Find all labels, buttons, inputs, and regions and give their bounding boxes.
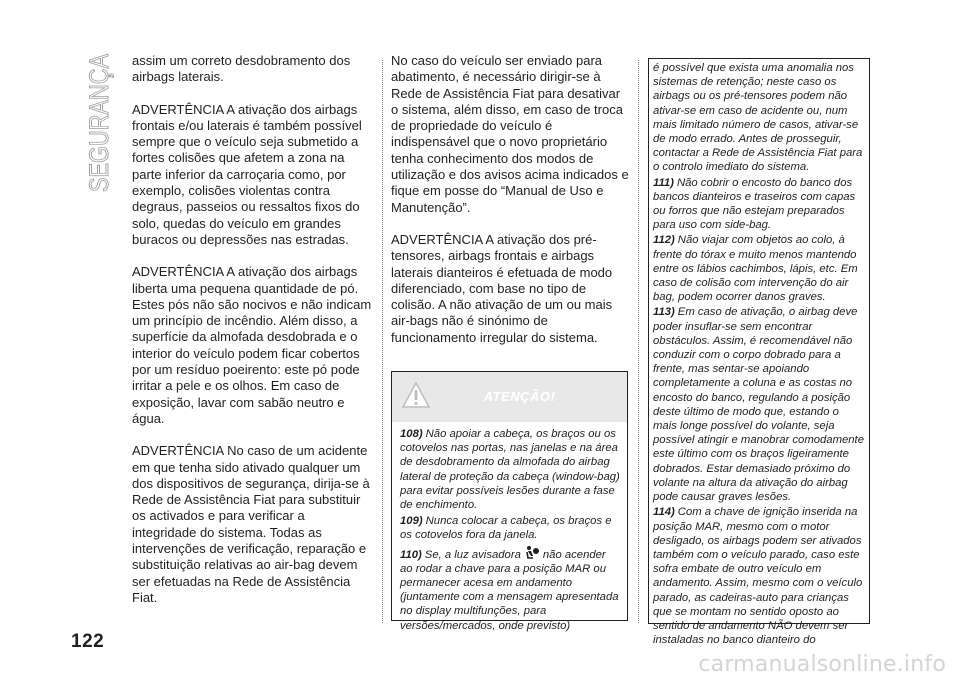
warning-item-text: Se, a luz avisadora — [424, 548, 521, 561]
note-number: 114) — [653, 506, 675, 519]
paragraph: ADVERTÊNCIA A ativação dos pré-tensores, airbags frontais e airbags laterais dianteiros é efetuada de modo diferenciado, com base no tipo de colisão. A não ativação de um ou mais air-bags não é sinónimo de funcionamento irregular do sistema. — [391, 231, 613, 345]
note-text: Em caso de ativação, o airbag deve poder insuflar-se sem encontrar obstáculos. Assim, é recomendável não conduzir com o corpo dobrado para a frente, mas sentar-se apoiando completamente a coluna e as costas no encosto do banco, regulando a posição deste último de modo que, estando o mais longe possível do volante, seja possível atingir e manobrar comodamente este último com os braços ligeiramente dobrados. Estar demasiado próximo do volante na altura da ativação do airbag pode causar graves lesões. — [653, 306, 864, 504]
paragraph: ADVERTÊNCIA A ativação dos airbags frontais e/ou laterais é também possível sempre que o veículo seja submetido a fortes colisões que afetem a zona na parte inferior da carroçaria como, por exemplo, colisões violentas contra degraus, passeios ou ressaltos fixos do solo, quedas do veículo em grandes buracos ou depressões nas estradas. — [132, 101, 362, 247]
airbag-warning-light-icon — [524, 545, 540, 561]
column-divider — [638, 60, 639, 623]
warning-body — [392, 422, 627, 633]
column-divider — [382, 60, 383, 623]
note-number: 112) — [653, 234, 675, 247]
text-column-1 — [132, 53, 372, 606]
paragraph: No caso do veículo ser enviado para abatimento, é necessário dirigir-se à Rede de Assistência Fiat para desativar o sistema, além disso, em caso de troca de propriedade do veículo é indispensável que o novo proprietário tenha conhecimento dos modos de utilização e dos avisos acima indicados e fique em posse do “Manual de Uso e Manutenção”. — [391, 53, 629, 215]
note-item — [653, 176, 864, 233]
warning-item-text: Nunca colocar a cabeça, os braços e os cotovelos fora da janela. — [400, 515, 612, 542]
note-text: Não cobrir o encosto do banco dos bancos dianteiros e traseiros com capas ou forros que não estejam preparados para uso com side-bag. — [653, 176, 856, 232]
note-text: Não viajar com objetos ao colo, à frente do tórax e muito menos mantendo entre os lábios cachimbos, lápis, etc. Em caso de colisão com intervenção do air bag, podem ocorrer danos graves. — [653, 234, 858, 304]
warning-item-text: não acender ao rodar a chave para a posição MAR ou permanecer acesa em andamento (juntamente com a mensagem apresentada no display multifunções, para versões/mercados, onde previsto) — [400, 548, 619, 632]
watermark: carmanualsonline.info — [698, 652, 946, 677]
note-number: 113) — [653, 306, 675, 319]
warning-item-text: Não apoiar a cabeça, os braços ou os cotovelos nas portas, nas janelas e na área de desdobramento da almofada do airbag lateral de proteção da cabeça (window-bag) para evitar possíveis lesões durante a fase de enchimento. — [400, 428, 620, 512]
text-column-2 — [391, 53, 629, 346]
note-item — [653, 233, 864, 304]
paragraph: assim um correto desdobramento dos airbags laterais. — [132, 53, 351, 85]
warning-title: ATENÇÃO! — [483, 389, 556, 404]
warning-item — [400, 514, 621, 542]
paragraph: ADVERTÊNCIA A ativação dos airbags liberta uma pequena quantidade de pó. Estes pós não são nocivos e não indicam um princípio de incêndio. Além disso, a superfície da almofada desdobrada e o interior do veículo podem ficar cobertos por um resíduo poeirento: este pó pode irritar a pele e os olhos. Em caso de exposição, lavar com sabão neutro e água. — [132, 264, 372, 426]
section-title — [78, 20, 118, 192]
warning-header — [392, 372, 627, 422]
note-item — [653, 505, 864, 647]
note-number: 111) — [653, 176, 674, 189]
note-number: 108) — [400, 428, 423, 440]
note-number: 109) — [400, 515, 423, 528]
paragraph: ADVERTÊNCIA No caso de um acidente em que tenha sido ativado qualquer um dos dispositivos de segurança, dirija-se à Rede de Assistência Fiat para substituir os activados e para verificar a integridade do sistema. Todas as intervenções de verificação, reparação e substituição relativas ao air-bag devem ser efetuadas na Rede de Assistência Fiat. — [132, 443, 370, 605]
note-text: Com a chave de ignição inserida na posição MAR, mesmo com o motor desligado, os airbags podem ser ativados também com o veículo parado, caso este sofra embate de outro veículo em andamento. Assim, mesmo com o veículo parado, as cadeiras-auto para crianças que se montam no sentido oposto ao sentido de andamento NÃO devem ser instaladas no banco dianteiro do — [653, 506, 863, 647]
warning-item — [400, 427, 621, 512]
section-title-text: SEGURANÇA — [84, 20, 114, 192]
page-number: 122 — [71, 631, 105, 652]
note-intro: é possível que exista uma anomalia nos sistemas de retenção; neste caso os airbags ou os pré-tensores podem não ativar-se em caso de acidente ou, num mais limitado número de casos, ativar-se de modo errado. Antes de prosseguir, contactar a Rede de Assistência Fiat para o controlo imediato do sistema. — [653, 62, 863, 174]
warning-item — [400, 545, 621, 633]
note-number: 110) — [400, 548, 422, 561]
warning-box — [391, 371, 628, 632]
notes-box — [648, 58, 870, 647]
note-item — [653, 305, 864, 504]
